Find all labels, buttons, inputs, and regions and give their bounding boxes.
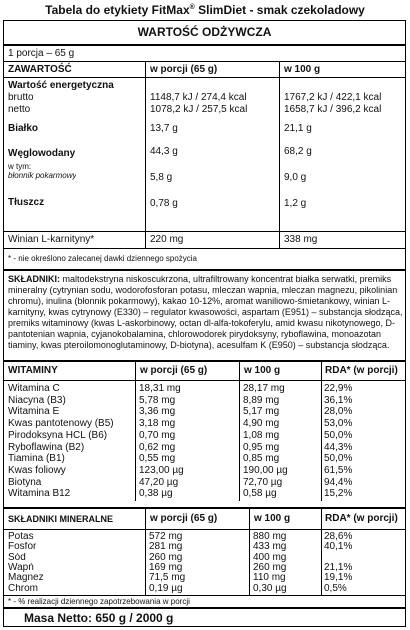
vitamins-row-3-rda: 53,0% bbox=[324, 418, 353, 430]
vitamins-row-1-name: Niacyna (B3) bbox=[8, 394, 66, 406]
vitamins-row-0-rda: 22,9% bbox=[324, 383, 353, 394]
protein-label: Białko bbox=[8, 123, 39, 134]
minerals-row-4-name: Magnez bbox=[8, 573, 44, 584]
carbs-label: Węglowodany bbox=[8, 148, 76, 159]
vitamins-row-2-portion: 3,36 mg bbox=[139, 406, 176, 418]
minerals-row-0-per100: 880 mg bbox=[253, 532, 287, 542]
minerals-row-1-per100: 433 mg bbox=[253, 542, 287, 553]
minerals-row-5-rda: 0,5% bbox=[324, 583, 347, 594]
col-portion-header: w porcji (65 g) bbox=[145, 62, 279, 77]
minerals-row-2-portion: 260 mg bbox=[149, 552, 183, 563]
vitamins-row-4-per100: 1,08 mg bbox=[243, 429, 280, 441]
vitamins-row-6-rda: 50,0% bbox=[324, 453, 353, 465]
minerals-row-5-portion: 0,19 µg bbox=[149, 583, 183, 594]
fat-label: Tłuszcz bbox=[8, 197, 45, 208]
fiber-label: błonnik pokarmowy bbox=[8, 171, 77, 180]
registered-mark: ® bbox=[189, 4, 195, 11]
fiber-100: 9,0 g bbox=[284, 172, 307, 183]
vitamins-row-7-per100: 190,00 µg bbox=[243, 464, 288, 476]
vitamins-row-8-name: Biotyna bbox=[8, 476, 42, 488]
vitamins-row-2-rda: 28,0% bbox=[324, 406, 353, 418]
vitamins-row-5-name: Ryboflawina (B2) bbox=[8, 441, 85, 453]
vitamins-row-8-rda: 94,4% bbox=[324, 476, 353, 488]
net-weight: Masa Netto: 650 g / 2000 g bbox=[24, 611, 174, 625]
minerals-row-4-per100: 110 mg bbox=[253, 573, 286, 584]
protein-100: 21,1 g bbox=[284, 123, 312, 134]
vitamins-row-3-name: Kwas pantotenowy (B5) bbox=[8, 418, 114, 430]
carnitine-portion: 220 mg bbox=[145, 232, 279, 248]
footnote-2: * - % realizacji dziennego zapotrzebowania w porcji bbox=[8, 597, 190, 606]
minerals-row-3-name: Wapń bbox=[8, 562, 34, 573]
minerals-row-5-per100: 0,30 µg bbox=[253, 583, 287, 594]
minerals-row-2-per100: 400 mg bbox=[253, 552, 287, 563]
vitamins-row-8-portion: 47,20 µg bbox=[139, 476, 179, 488]
vitamins-row-6-name: Tiamina (B1) bbox=[8, 453, 65, 465]
vitamins-row-5-per100: 0,95 mg bbox=[243, 441, 280, 453]
minerals-row-1-portion: 281 mg bbox=[149, 542, 183, 553]
vitamins-row-9-per100: 0,58 µg bbox=[243, 488, 277, 500]
minerals-col-name: SKŁADNIKI MINERALNE bbox=[8, 514, 113, 524]
minerals-row-1-name: Fosfor bbox=[8, 542, 37, 553]
vitamins-row-9-name: Witamina B12 bbox=[8, 488, 71, 500]
vitamins-col-100: w 100 g bbox=[239, 362, 321, 380]
col-name-header: ZAWARTOŚĆ bbox=[8, 64, 72, 75]
vitamins-row-4-rda: 50,0% bbox=[324, 429, 353, 441]
minerals-body bbox=[4, 529, 405, 595]
vitamins-row-4-name: Pirodoksyna HCL (B6) bbox=[8, 429, 108, 441]
minerals-row-3-per100: 260 mg bbox=[253, 562, 287, 573]
minerals-row-3-portion: 169 mg bbox=[149, 562, 183, 573]
ingredients-section bbox=[4, 269, 405, 360]
vitamins-header bbox=[4, 360, 405, 380]
net-weight-row bbox=[4, 607, 405, 626]
ingredients-text: maltodekstryna niskoscukrzona, ultrafiltrowany koncentrat białka serwatki, premiks mineralny (cytrynian sodu, wodorofosforan potasu, mleczan wapnia, mleczan magnezu, pikolinian chromu), inulina (błonnik pokarmowy), kakao 10-12%, aromat waniliowo-śmietankowy, winian L-karnityny, kwas cytrynowy (E330) – regulator kwasowości, aspartam (E951) – substancja słodząca, premiks witaminowy (kwas L-askorbinowy, octan dl-alfa-tokoferylu, amid kwasu nikotynowego, D-pantotenian wapnia, cyjanokobalamina, chlorowodorek pirydoksyny, ryboflawina, monoazotan tiaminy, kwas pteroilomonoglutaminowy, D-biotyna), acesulfam K (E950) – substancja słodząca. bbox=[8, 274, 403, 350]
minerals-row-4-portion: 71,5 mg bbox=[149, 573, 186, 584]
vitamins-row-5-rda: 44,3% bbox=[324, 441, 353, 453]
protein-portion: 13,7 g bbox=[150, 123, 178, 134]
brutto-label: brutto bbox=[8, 92, 34, 103]
minerals-col-portion: w porcji (65 g) bbox=[145, 509, 249, 529]
ingredients-label: SKŁADNIKI: bbox=[8, 274, 60, 284]
carnitine-row bbox=[4, 231, 405, 248]
minerals-row-5-name: Chrom bbox=[8, 583, 39, 594]
minerals-row-2-name: Sód bbox=[8, 552, 26, 563]
minerals-row-1-rda: 40,1% bbox=[324, 542, 353, 553]
portion-label: 1 porcja – 65 g bbox=[8, 48, 75, 59]
ingredients-paragraph bbox=[8, 274, 403, 351]
vitamins-row-3-portion: 3,18 mg bbox=[139, 418, 176, 430]
netto-portion: 1078,2 kJ / 257,5 kcal bbox=[150, 104, 248, 115]
vitamins-row-1-rda: 36,1% bbox=[324, 394, 353, 406]
netto-100: 1658,7 kJ / 396,2 kcal bbox=[284, 104, 382, 115]
vitamins-row-8-per100: 72,70 µg bbox=[243, 476, 283, 488]
columns-header bbox=[4, 61, 405, 77]
note-row bbox=[4, 248, 405, 269]
vitamins-row-4-portion: 0,70 mg bbox=[139, 429, 176, 441]
fiber-portion: 5,8 g bbox=[150, 172, 173, 183]
table-header: WARTOŚĆ ODŻYWCZA bbox=[137, 25, 272, 39]
fat-portion: 0,78 g bbox=[150, 198, 178, 209]
vitamins-row-7-portion: 123,00 µg bbox=[139, 464, 184, 476]
vitamins-body bbox=[4, 380, 405, 501]
vitamins-col-name: WITAMINY bbox=[8, 365, 58, 376]
incl-label: w tym: bbox=[8, 162, 32, 171]
vitamins-row-3-per100: 4,90 mg bbox=[243, 418, 280, 430]
minerals-col-100: w 100 g bbox=[249, 509, 321, 529]
fat-100: 1,2 g bbox=[284, 198, 307, 209]
vitamins-row-2-name: Witamina E bbox=[8, 406, 60, 418]
vitamins-row-7-name: Kwas foliowy bbox=[8, 464, 66, 476]
brutto-portion: 1148,7 kJ / 274,4 kcal bbox=[150, 92, 247, 103]
col-100-header: w 100 g bbox=[279, 62, 405, 77]
note2-row bbox=[4, 595, 405, 607]
vitamins-row-1-per100: 8,89 mg bbox=[243, 394, 280, 406]
vitamins-row-6-portion: 0,55 mg bbox=[139, 453, 176, 465]
carnitine-label: Winian L-karnityny* bbox=[8, 234, 95, 245]
minerals-row-0-name: Potas bbox=[8, 532, 34, 542]
vitamins-col-portion: w porcji (65 g) bbox=[135, 362, 239, 380]
minerals-header bbox=[4, 507, 405, 529]
minerals-row-4-rda: 19,1% bbox=[324, 573, 353, 584]
minerals-row-0-rda: 28,6% bbox=[324, 532, 353, 542]
vitamins-row-7-rda: 61,5% bbox=[324, 464, 353, 476]
vitamins-row-5-portion: 0,62 mg bbox=[139, 441, 176, 453]
vitamins-col-rda: RDA* (w porcji) bbox=[321, 362, 405, 380]
vitamins-row-1-portion: 5,78 mg bbox=[139, 394, 176, 406]
footnote-1: * - nie określono zalecanej dawki dziennego spożycia bbox=[8, 254, 197, 263]
brutto-100: 1767,2 kJ / 422,1 kcal bbox=[284, 92, 382, 103]
carbs-100: 68,2 g bbox=[284, 146, 312, 157]
vitamins-row-9-portion: 0,38 µg bbox=[139, 488, 173, 500]
nutrition-label bbox=[3, 20, 406, 627]
vitamins-row-6-per100: 0,85 mg bbox=[243, 453, 280, 465]
minerals-row-3-rda: 21,1% bbox=[324, 562, 353, 573]
vitamins-row-9-rda: 15,2% bbox=[324, 488, 353, 500]
minerals-col-rda: RDA* (w porcji) bbox=[321, 509, 405, 529]
vitamins-row-2-per100: 5,17 mg bbox=[243, 406, 280, 418]
vitamins-row-0-per100: 28,17 mg bbox=[243, 383, 285, 394]
carbs-portion: 44,3 g bbox=[150, 146, 178, 157]
nutrition-body bbox=[4, 77, 405, 231]
netto-label: netto bbox=[8, 104, 31, 115]
minerals-row-0-portion: 572 mg bbox=[149, 532, 183, 542]
page-title: Tabela do etykiety FitMax® SlimDiet - smak czekoladowy bbox=[45, 3, 365, 17]
carnitine-100: 338 mg bbox=[279, 232, 405, 248]
portion-row bbox=[4, 44, 405, 61]
vitamins-row-0-name: Witamina C bbox=[8, 383, 60, 394]
vitamins-row-0-portion: 18,31 mg bbox=[139, 383, 181, 394]
energy-label: Wartość energetyczna bbox=[8, 80, 114, 91]
